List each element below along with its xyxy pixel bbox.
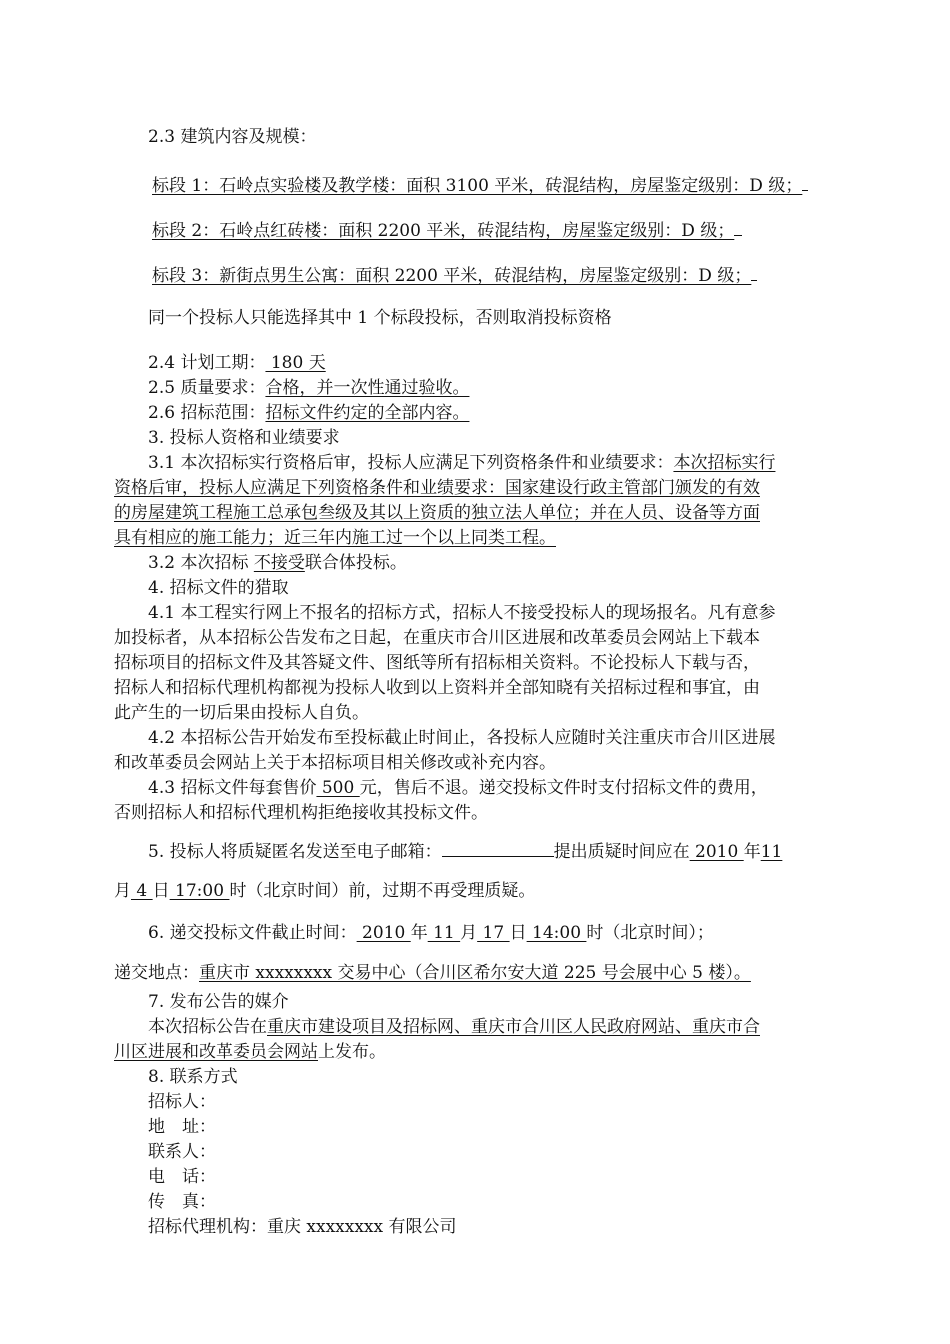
qualification-intro: 3.1 本次招标实行资格后审，投标人应满足下列资格条件和业绩要求： [148,453,674,473]
section-4-1-line-2: 加投标者，从本招标公告发布之日起，在重庆市合川区进展和改革委员会网站上下载本 [114,628,760,648]
submission-month: 11 [427,923,461,943]
query-time: 17:00 [169,881,230,901]
section-3-1-line-1 [148,452,775,474]
lot-2-blank [734,219,742,236]
submission-place: 重庆市 xxxxxxxx 交易中心（合川区希尔安大道 225 号会展中心 5 楼）。 [199,963,751,983]
section-4-2-line-1: 4.2 本招标公告开始发布至投标截止时间止，各投标人应随时关注重庆市合川区进展 [148,728,776,748]
submission-day: 17 [477,923,510,943]
query-year-unit: 年 [743,842,761,862]
section-4-2-line-2: 和改革委员会网站上关于本招标项目相关修改或补充内容。 [114,753,556,773]
media-list-1: 重庆市建设项目及招标网、重庆市合川区人民政府网站、重庆市合 [267,1017,760,1037]
lot-3-text: 标段 3：新街点男生公寓：面积 2200 平米，砖混结构，房屋鉴定级别：D 级； [152,266,752,286]
section-4-1-line-1: 4.1 本工程实行网上不报名的招标方式，招标人不接受投标人的现场报名。凡有意参 [148,603,776,623]
section-4-3-line-2: 否则招标人和招标代理机构拒绝接收其投标文件。 [114,803,488,823]
query-day: 4 [131,881,153,901]
quality-line [148,377,469,399]
quality-label: 2.5 质量要求： [148,378,266,398]
query-post: 时（北京时间）前，过期不再受理质疑。 [229,881,536,901]
media-post: 上发布。 [318,1042,386,1062]
duration-label: 2.4 计划工期： [148,353,266,373]
contact-fax: 传 真： [148,1192,216,1212]
section-3-1-line-2: 资格后审，投标人应满足下列资格条件和业绩要求：国家建设行政主管部门颁发的有效 [114,478,760,498]
email-blank [442,840,554,857]
submission-deadline-label: 6. 递交投标文件截止时间： [148,923,357,943]
section-4-1-line-4: 招标人和招标代理机构都视为投标人收到以上资料并全部知晓有关招标过程和事宜，由 [114,678,760,698]
consortium-value: 不接受 [253,553,305,573]
section-4-3-line-1 [148,777,768,799]
section-5-line-2 [114,880,535,902]
section-5-line-1 [148,840,782,862]
query-day-unit: 日 [152,881,170,901]
section-7-heading: 7. 发布公告的媒介 [148,992,289,1012]
submission-post: 时（北京时间）； [586,923,714,943]
duration-line [148,352,326,374]
price-post: 元，售后不退。递交投标文件时支付招标文件的费用， [359,778,768,798]
consortium-post: 联合体投标。 [304,553,407,573]
lot-2-line [152,219,742,241]
consortium-pre: 3.2 本次招标 [148,553,254,573]
query-year: 2010 [689,842,744,862]
section-2-3-heading: 2.3 建筑内容及规模： [148,127,317,147]
query-month-unit: 月 [114,881,131,901]
submission-month-unit: 月 [460,923,478,943]
media-pre: 本次招标公告在 [148,1017,267,1037]
section-4-1-line-3: 招标项目的招标文件及其答疑文件、图纸等所有招标相关资料。不论投标人下载与否， [114,653,760,673]
lot-1-line [152,174,808,196]
contact-person: 联系人： [148,1142,216,1162]
scope-label: 2.6 招标范围： [148,403,266,423]
section-4-heading: 4. 招标文件的猎取 [148,578,289,598]
query-month: 11 [760,842,783,862]
section-6-line-1 [148,922,714,944]
submission-year: 2010 [356,923,411,943]
contact-address: 地 址： [148,1117,216,1137]
contact-tenderer: 招标人： [148,1092,216,1112]
section-6-line-2 [114,962,751,984]
duration-value: 180 天 [265,353,326,373]
contact-agency: 招标代理机构：重庆 xxxxxxxx 有限公司 [148,1217,457,1237]
section-3-heading: 3. 投标人资格和业绩要求 [148,428,340,448]
contact-phone: 电 话： [148,1167,216,1187]
section-3-2-line [148,552,407,574]
query-email-label: 5. 投标人将质疑匿名发送至电子邮箱： [148,842,442,862]
single-lot-note: 同一个投标人只能选择其中 1 个标段投标，否则取消投标资格 [148,308,612,328]
price-pre: 4.3 招标文件每套售价 [148,778,317,798]
scope-value: 招标文件约定的全部内容。 [265,403,470,423]
lot-2-text: 标段 2：石岭点红砖楼：面积 2200 平米，砖混结构，房屋鉴定级别：D 级； [152,221,735,241]
submission-time: 14:00 [526,923,587,943]
submission-day-unit: 日 [509,923,527,943]
submission-place-label: 递交地点： [114,963,199,983]
media-list-2: 川区进展和改革委员会网站 [114,1042,318,1062]
submission-year-unit: 年 [410,923,428,943]
section-7-line-1 [148,1016,760,1038]
section-3-1-line-4: 具有相应的施工能力；近三年内施工过一个以上同类工程。 [114,528,556,548]
price-value: 500 [316,778,360,798]
lot-3-line [152,264,757,286]
section-3-1-line-3: 的房屋建筑工程施工总承包叁级及其以上资质的独立法人单位；并在人员、设备等方面 [114,503,760,523]
section-7-line-2 [114,1041,386,1063]
lot-1-blank [802,174,808,191]
query-deadline-label: 提出质疑时间应在 [553,842,690,862]
lot-3-blank [751,264,757,281]
lot-1-text: 标段 1：石岭点实验楼及教学楼：面积 3100 平米，砖混结构，房屋鉴定级别：D 级； [152,176,803,196]
section-4-1-line-5: 此产生的一切后果由投标人自负。 [114,703,369,723]
quality-value: 合格，并一次性通过验收。 [265,378,470,398]
qualification-start: 本次招标实行 [673,453,776,473]
section-8-heading: 8. 联系方式 [148,1067,238,1087]
scope-line [148,402,469,424]
